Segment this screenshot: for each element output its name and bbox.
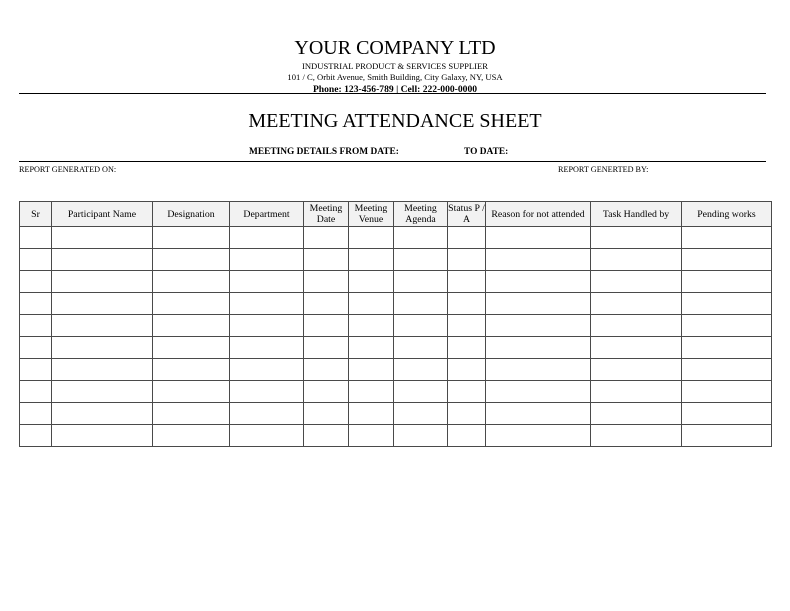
- table-cell[interactable]: [682, 293, 772, 315]
- table-cell[interactable]: [448, 271, 486, 293]
- table-cell[interactable]: [682, 403, 772, 425]
- table-cell[interactable]: [349, 315, 394, 337]
- table-cell[interactable]: [349, 227, 394, 249]
- table-cell[interactable]: [20, 337, 52, 359]
- table-cell[interactable]: [52, 425, 153, 447]
- table-cell[interactable]: [682, 337, 772, 359]
- table-cell[interactable]: [20, 249, 52, 271]
- table-cell[interactable]: [486, 249, 591, 271]
- table-cell[interactable]: [394, 271, 448, 293]
- table-cell[interactable]: [448, 249, 486, 271]
- table-cell[interactable]: [394, 337, 448, 359]
- table-cell[interactable]: [486, 425, 591, 447]
- table-cell[interactable]: [448, 315, 486, 337]
- table-cell[interactable]: [448, 293, 486, 315]
- table-cell[interactable]: [230, 359, 304, 381]
- table-cell[interactable]: [153, 359, 230, 381]
- table-cell[interactable]: [153, 337, 230, 359]
- company-address: 101 / C, Orbit Avenue, Smith Building, City Galaxy, NY, USA: [287, 72, 503, 82]
- table-cell[interactable]: [153, 249, 230, 271]
- table-cell[interactable]: [304, 249, 349, 271]
- column-header: Designation: [153, 202, 230, 227]
- company-header: [0, 36, 790, 96]
- column-header: Pending works: [682, 202, 772, 227]
- table-cell[interactable]: [20, 425, 52, 447]
- table-cell[interactable]: [591, 315, 682, 337]
- table-cell[interactable]: [394, 249, 448, 271]
- table-cell[interactable]: [230, 271, 304, 293]
- table-cell[interactable]: [591, 403, 682, 425]
- table-cell[interactable]: [349, 293, 394, 315]
- table-cell[interactable]: [486, 271, 591, 293]
- header-divider: [19, 93, 766, 94]
- table-row: [20, 315, 772, 337]
- table-cell[interactable]: [349, 403, 394, 425]
- table-cell[interactable]: [153, 315, 230, 337]
- column-header: Department: [230, 202, 304, 227]
- table-cell[interactable]: [230, 249, 304, 271]
- table-cell[interactable]: [52, 271, 153, 293]
- to-date-label: TO DATE:: [464, 147, 509, 157]
- report-generated-on-label: REPORT GENERATED ON:: [19, 165, 117, 174]
- table-cell[interactable]: [448, 359, 486, 381]
- table-cell[interactable]: [591, 271, 682, 293]
- table-cell[interactable]: [349, 359, 394, 381]
- table-cell[interactable]: [349, 337, 394, 359]
- table-cell[interactable]: [230, 381, 304, 403]
- table-cell[interactable]: [394, 227, 448, 249]
- column-header: Task Handled by: [591, 202, 682, 227]
- table-cell[interactable]: [682, 315, 772, 337]
- report-generated-by-label: REPORT GENERTED BY:: [558, 165, 649, 174]
- table-cell[interactable]: [486, 403, 591, 425]
- table-row: [20, 249, 772, 271]
- table-cell[interactable]: [52, 381, 153, 403]
- table-cell[interactable]: [20, 403, 52, 425]
- company-tagline: INDUSTRIAL PRODUCT & SERVICES SUPPLIER: [301, 61, 488, 71]
- table-cell[interactable]: [304, 403, 349, 425]
- table-cell[interactable]: [230, 315, 304, 337]
- column-header: Meeting Date: [304, 202, 349, 227]
- table-cell[interactable]: [349, 381, 394, 403]
- table-cell[interactable]: [52, 359, 153, 381]
- table-cell[interactable]: [486, 337, 591, 359]
- table-cell[interactable]: [591, 381, 682, 403]
- table-cell[interactable]: [591, 337, 682, 359]
- table-cell[interactable]: [394, 425, 448, 447]
- table-cell[interactable]: [486, 381, 591, 403]
- column-header: Meeting Venue: [349, 202, 394, 227]
- table-cell[interactable]: [394, 403, 448, 425]
- company-phone: Phone: 123-456-789 | Cell: 222-000-0000: [312, 84, 478, 95]
- details-divider: [19, 161, 766, 162]
- table-cell[interactable]: [20, 227, 52, 249]
- table-cell[interactable]: [394, 381, 448, 403]
- table-cell[interactable]: [153, 403, 230, 425]
- table-cell[interactable]: [591, 227, 682, 249]
- table-cell[interactable]: [486, 227, 591, 249]
- table-cell[interactable]: [230, 337, 304, 359]
- table-cell[interactable]: [682, 425, 772, 447]
- column-header: Meeting Agenda: [394, 202, 448, 227]
- table-row: [20, 403, 772, 425]
- table-cell[interactable]: [591, 249, 682, 271]
- table-cell[interactable]: [52, 315, 153, 337]
- table-cell[interactable]: [304, 337, 349, 359]
- table-cell[interactable]: [394, 293, 448, 315]
- table-row: [20, 227, 772, 249]
- table-cell[interactable]: [304, 425, 349, 447]
- column-header: Sr: [20, 202, 52, 227]
- table-row: [20, 337, 772, 359]
- table-cell[interactable]: [52, 293, 153, 315]
- table-cell[interactable]: [20, 359, 52, 381]
- table-cell[interactable]: [20, 271, 52, 293]
- table-cell[interactable]: [448, 337, 486, 359]
- table-cell[interactable]: [304, 227, 349, 249]
- table-cell[interactable]: [394, 359, 448, 381]
- table-cell[interactable]: [591, 359, 682, 381]
- table-cell[interactable]: [20, 381, 52, 403]
- table-cell[interactable]: [349, 249, 394, 271]
- company-name: YOUR COMPANY LTD: [294, 37, 496, 59]
- table-cell[interactable]: [591, 425, 682, 447]
- table-cell[interactable]: [486, 315, 591, 337]
- table-cell[interactable]: [20, 293, 52, 315]
- table-cell[interactable]: [230, 293, 304, 315]
- table-cell[interactable]: [52, 337, 153, 359]
- table-cell[interactable]: [153, 425, 230, 447]
- table-cell[interactable]: [682, 227, 772, 249]
- table-cell[interactable]: [153, 271, 230, 293]
- column-header: Reason for not attended: [486, 202, 591, 227]
- table-cell[interactable]: [52, 403, 153, 425]
- table-cell[interactable]: [230, 227, 304, 249]
- table-cell[interactable]: [230, 403, 304, 425]
- table-cell[interactable]: [304, 381, 349, 403]
- table-cell[interactable]: [153, 227, 230, 249]
- attendance-table: [19, 201, 772, 447]
- table-row: [20, 425, 772, 447]
- table-row: [20, 359, 772, 381]
- table-cell[interactable]: [394, 315, 448, 337]
- table-cell[interactable]: [52, 227, 153, 249]
- table-cell[interactable]: [448, 403, 486, 425]
- table-cell[interactable]: [304, 271, 349, 293]
- table-cell[interactable]: [448, 381, 486, 403]
- table-cell[interactable]: [304, 315, 349, 337]
- table-cell[interactable]: [682, 359, 772, 381]
- table-cell[interactable]: [304, 359, 349, 381]
- table-cell[interactable]: [349, 425, 394, 447]
- table-cell[interactable]: [153, 381, 230, 403]
- table-cell[interactable]: [52, 249, 153, 271]
- table-cell[interactable]: [486, 293, 591, 315]
- table-cell[interactable]: [304, 293, 349, 315]
- table-cell[interactable]: [230, 425, 304, 447]
- table-header-row: [20, 202, 772, 227]
- from-date-label: MEETING DETAILS FROM DATE:: [249, 147, 399, 157]
- table-body: [20, 227, 772, 447]
- table-cell[interactable]: [448, 425, 486, 447]
- table-cell[interactable]: [153, 293, 230, 315]
- table-cell[interactable]: [349, 271, 394, 293]
- table-cell[interactable]: [20, 315, 52, 337]
- table-cell[interactable]: [448, 227, 486, 249]
- document-title: MEETING ATTENDANCE SHEET: [248, 110, 542, 132]
- table-cell[interactable]: [682, 381, 772, 403]
- table-cell[interactable]: [591, 293, 682, 315]
- table-row: [20, 293, 772, 315]
- table-cell[interactable]: [682, 249, 772, 271]
- table-row: [20, 271, 772, 293]
- table-cell[interactable]: [682, 271, 772, 293]
- column-header: Status P / A: [448, 203, 485, 225]
- table-row: [20, 381, 772, 403]
- table-cell[interactable]: [486, 359, 591, 381]
- column-header: Participant Name: [52, 202, 153, 227]
